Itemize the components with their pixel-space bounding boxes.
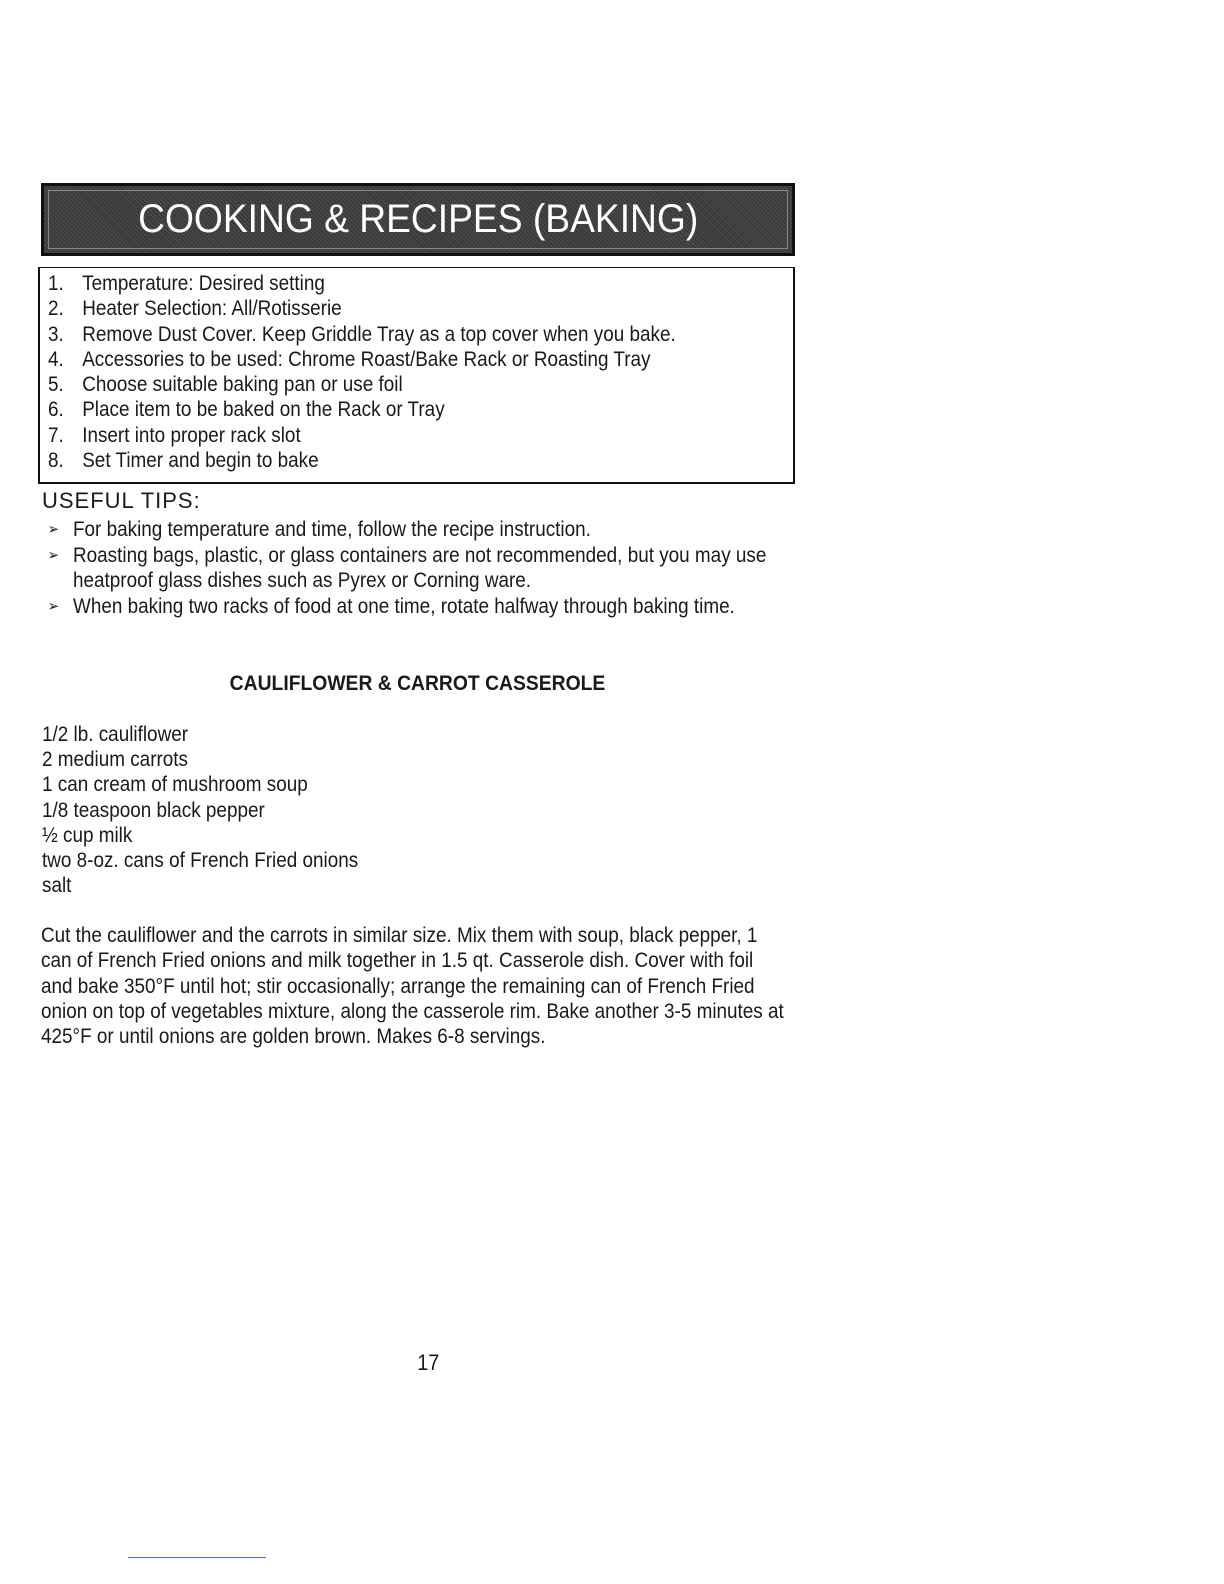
page-number: 17 <box>417 1350 440 1375</box>
ingredient-item: 1/2 lb. cauliflower <box>42 723 189 746</box>
step-number: 6. <box>48 398 64 422</box>
arrowhead-bullet-icon: ➢ <box>47 521 60 538</box>
step-text: Choose suitable baking pan or use foil <box>82 373 403 397</box>
step-item <box>48 448 719 473</box>
step-text: Accessories to be used: Chrome Roast/Bake Rack or Roasting Tray <box>82 347 651 371</box>
tip-text: For baking temperature and time, follow the recipe instruction. <box>73 518 591 541</box>
tip-item <box>46 543 784 594</box>
ingredients-list <box>42 722 393 898</box>
step-item <box>48 322 719 347</box>
ingredient-item: 1 can cream of mushroom soup <box>42 773 308 797</box>
ingredient-item: salt <box>42 874 72 898</box>
tips-heading: USEFUL TIPS: <box>42 488 201 513</box>
step-text: Place item to be baked on the Rack or Tray <box>82 398 445 422</box>
ingredient-item: ½ cup milk <box>42 823 133 847</box>
ingredient-item: 2 medium carrots <box>42 748 188 772</box>
step-number: 7. <box>48 423 64 447</box>
tip-item <box>46 594 784 620</box>
steps-list <box>48 271 793 473</box>
step-number: 5. <box>48 373 64 397</box>
recipe-title: CAULIFLOWER & CARROT CASSEROLE <box>229 672 606 695</box>
step-item <box>48 372 719 397</box>
ingredient-item: two 8-oz. cans of French Fried onions <box>42 849 359 873</box>
tip-text: Roasting bags, plastic, or glass containers are not recommended, but you may use heatproof glass dishes such as Pyrex or Corning ware. <box>73 543 767 592</box>
footer-rule <box>128 1557 266 1558</box>
step-item <box>48 271 719 296</box>
tip-text: When baking two racks of food at one time, rotate halfway through baking time. <box>73 594 735 618</box>
arrowhead-bullet-icon: ➢ <box>47 597 60 615</box>
step-item <box>48 296 719 321</box>
step-item <box>48 397 719 422</box>
step-number: 4. <box>48 347 64 371</box>
step-text: Insert into proper rack slot <box>82 423 301 447</box>
tip-item <box>46 517 784 543</box>
step-text: Set Timer and begin to bake <box>82 449 319 473</box>
recipe-method: Cut the cauliflower and the carrots in similar size. Mix them with soup, black pepper, 1 can of French Fried onions and milk together in 1.5 qt. Casserole dish. Cover with foil and bake 350°F until hot; stir occasionally; arrange the remaining can of French Fried onion on top of vegetables mixture, along the casserole rim. Bake another 3-5 minutes at 425°F or until onions are golden brown. Makes 6-8 servings. <box>41 924 784 1049</box>
tips-list <box>46 517 786 619</box>
step-text: Remove Dust Cover. Keep Griddle Tray as a top cover when you bake. <box>82 322 676 346</box>
step-item <box>48 423 719 448</box>
section-banner <box>41 183 795 256</box>
step-text: Temperature: Desired setting <box>82 272 325 295</box>
step-number: 1. <box>48 272 64 295</box>
step-item <box>48 347 719 372</box>
page-title: COOKING & RECIPES (BAKING) <box>137 197 699 241</box>
step-number: 2. <box>48 297 64 321</box>
arrowhead-bullet-icon: ➢ <box>47 546 60 564</box>
step-number: 8. <box>48 449 64 473</box>
step-text: Heater Selection: All/Rotisserie <box>82 297 342 321</box>
ingredient-item: 1/8 teaspoon black pepper <box>42 798 265 822</box>
step-number: 3. <box>48 322 64 346</box>
steps-box <box>38 267 795 484</box>
